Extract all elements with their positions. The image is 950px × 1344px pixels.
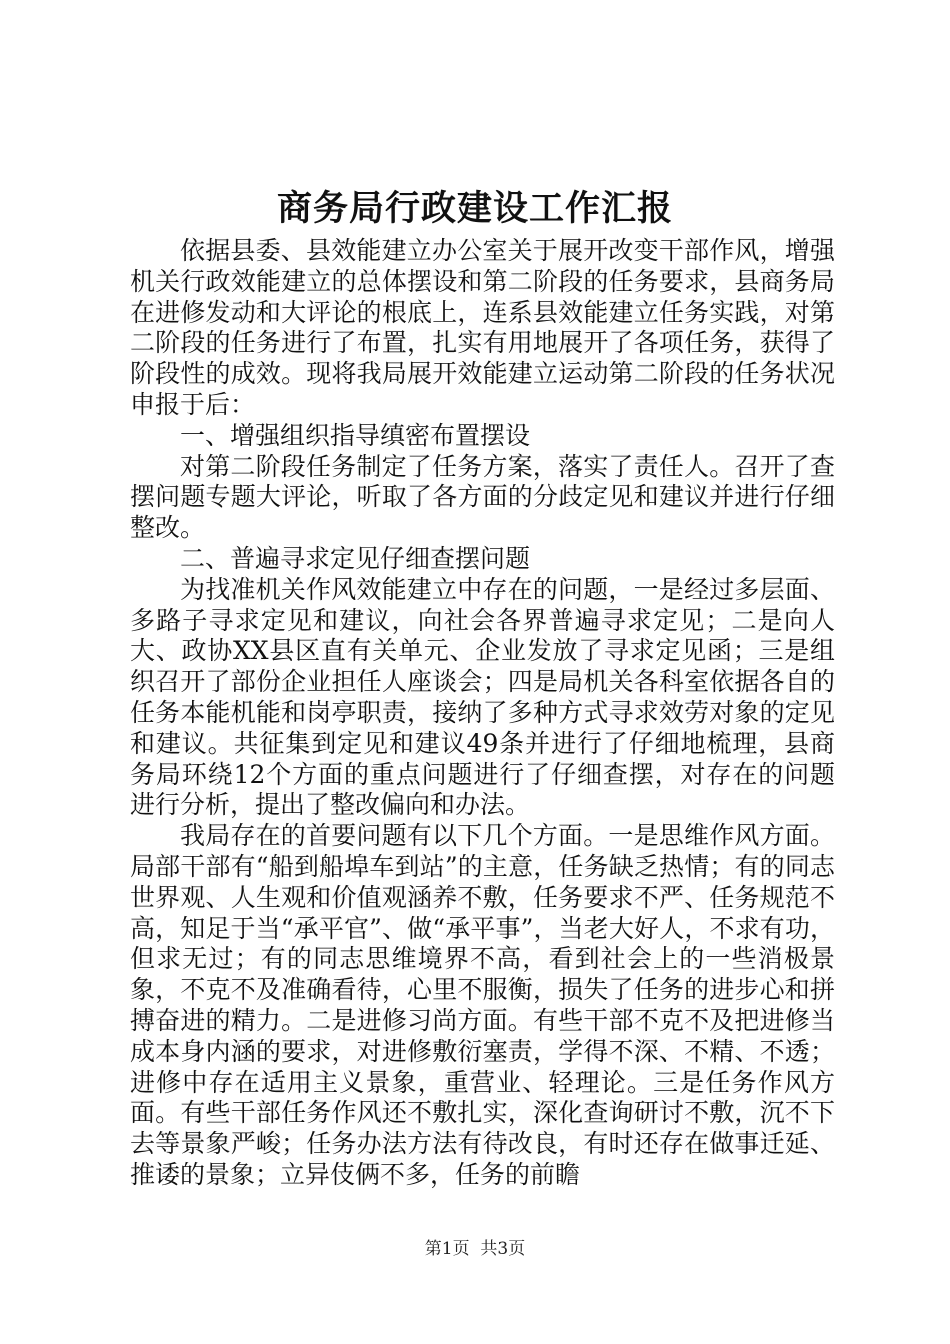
- document-body: [130, 236, 835, 1191]
- page-footer: [0, 1238, 950, 1260]
- intro-paragraph: 依据县委、县效能建立办公室关于展开改变干部作风，增强机关行政效能建立的总体摆设和第二阶段的任务要求，县商务局在进修发动和大评论的根底上，连系县效能建立任务实践，对第二阶段的任务进行了布置，扎实有用地展开了各项任务，获得了阶段性的成效。现将我局展开效能建立运动第二阶段的任务状况申报于后：: [130, 236, 835, 419]
- document-title: 商务局行政建设工作汇报: [276, 188, 673, 229]
- page-number: 第1页: [424, 1239, 470, 1259]
- problems-paragraph: 我局存在的首要问题有以下几个方面。一是思维作风方面。局部干部有“船到船埠车到站”的主意，任务缺乏热情；有的同志世界观、人生观和价值观涵养不敷，任务要求不严、任务规范不高，知足于当“承平官”、做“承平事”，当老大好人，不求有功，但求无过；有的同志思维境界不高，看到社会上的一些消极景象，不克不及准确看待，心里不服衡，损失了任务的进步心和拼搏奋进的精力。二是进修习尚方面。有些干部不克不及把进修当成本身内涵的要求，对进修敷衍塞责，学得不深、不精、不透；进修中存在适用主义景象，重营业、轻理论。三是任务作风方面。有些干部任务作风还不敷扎实，深化查询研讨不敷，沉不下去等景象严峻；任务办法方法有待改良，有时还存在做事迁延、推诿的景象；立异伎俩不多，任务的前瞻: [130, 821, 835, 1189]
- section-heading-2: 二、普遍寻求定见仔细查摆问题: [180, 543, 531, 573]
- section-heading-1: 一、增强组织指导缜密布置摆设: [180, 420, 531, 450]
- section-1-paragraph: 对第二阶段任务制定了任务方案，落实了责任人。召开了查摆问题专题大评论，听取了各方面的分歧定见和建议并进行仔细整改。: [130, 451, 835, 543]
- section-2-paragraph: 为找准机关作风效能建立中存在的问题，一是经过多层面、多路子寻求定见和建议，向社会各界普遍寻求定见；二是向人大、政协XX县区直有关单元、企业发放了寻求定见函；三是组织召开了部份企业担任人座谈会；四是局机关各科室依据各自的任务本能机能和岗亭职责，接纳了多种方式寻求效劳对象的定见和建议。共征集到定见和建议49条并进行了仔细地梳理，县商务局环绕12个方面的重点问题进行了仔细查摆，对存在的问题进行分析，提出了整改偏向和办法。: [130, 574, 835, 820]
- page-total: 共3页: [480, 1239, 526, 1259]
